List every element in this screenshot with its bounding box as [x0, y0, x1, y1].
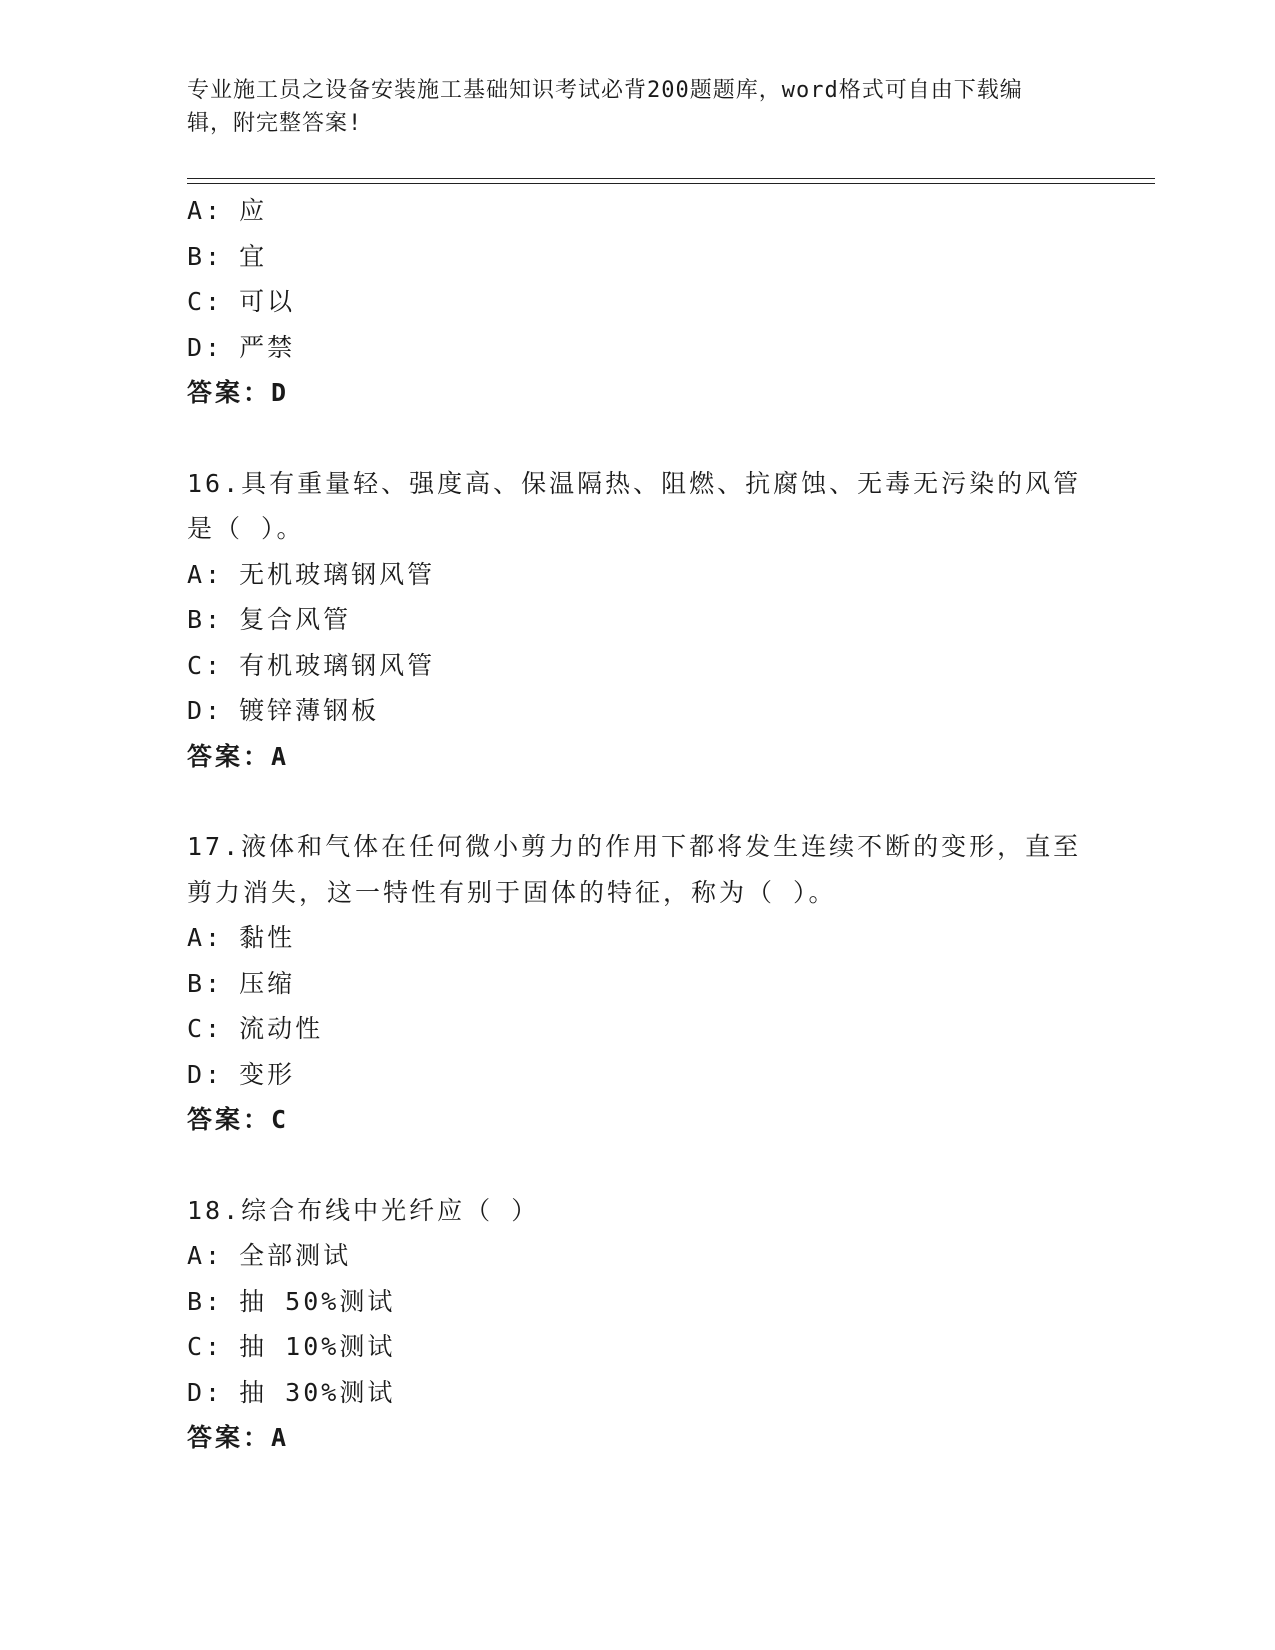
option-b: B: 抽 50%测试	[187, 1286, 396, 1316]
header-rule-bottom	[187, 183, 1155, 184]
header-title: 专业施工员之设备安装施工基础知识考试必背200题题库，word格式可自由下载编辑，附完整答案!	[187, 78, 1023, 136]
option-a: A: 应	[187, 196, 268, 225]
option-d: D: 抽 30%测试	[187, 1377, 396, 1407]
option-c: C: 有机玻璃钢风管	[187, 650, 436, 680]
option-c: C: 抽 10%测试	[187, 1332, 396, 1361]
option-b: B: 宜	[187, 241, 268, 271]
question-text: 17.液体和气体在任何微小剪力的作用下都将发生连续不断的变形，直至剪力消失，这一特性有别于固体的特征，称为（ ）。	[187, 832, 1082, 907]
question-block-18	[187, 1188, 1087, 1461]
answer-line: 答案：A	[187, 741, 290, 771]
option-a: A: 黏性	[187, 923, 296, 952]
option-a: A: 全部测试	[187, 1241, 352, 1270]
question-block-17	[187, 824, 1087, 1143]
question-block-15	[187, 188, 1087, 416]
header-rule-top	[187, 178, 1155, 179]
option-a: A: 无机玻璃钢风管	[187, 559, 436, 589]
option-d: D: 严禁	[187, 332, 296, 362]
answer-line: 答案：C	[187, 1105, 290, 1134]
question-text: 16.具有重量轻、强度高、保温隔热、阻燃、抗腐蚀、无毒无污染的风管是（ ）。	[187, 468, 1082, 543]
option-d: D: 镀锌薄钢板	[187, 696, 380, 725]
question-block-16	[187, 461, 1087, 780]
question-text: 18.综合布线中光纤应（ ）	[187, 1195, 540, 1225]
answer-line: 答案：D	[187, 378, 290, 407]
option-b: B: 压缩	[187, 968, 296, 998]
option-d: D: 变形	[187, 1059, 296, 1089]
document-body	[187, 188, 1087, 1461]
option-c: C: 可以	[187, 287, 296, 316]
option-c: C: 流动性	[187, 1014, 324, 1043]
document-header	[187, 74, 1067, 140]
option-b: B: 复合风管	[187, 605, 352, 634]
answer-line: 答案：A	[187, 1423, 290, 1452]
